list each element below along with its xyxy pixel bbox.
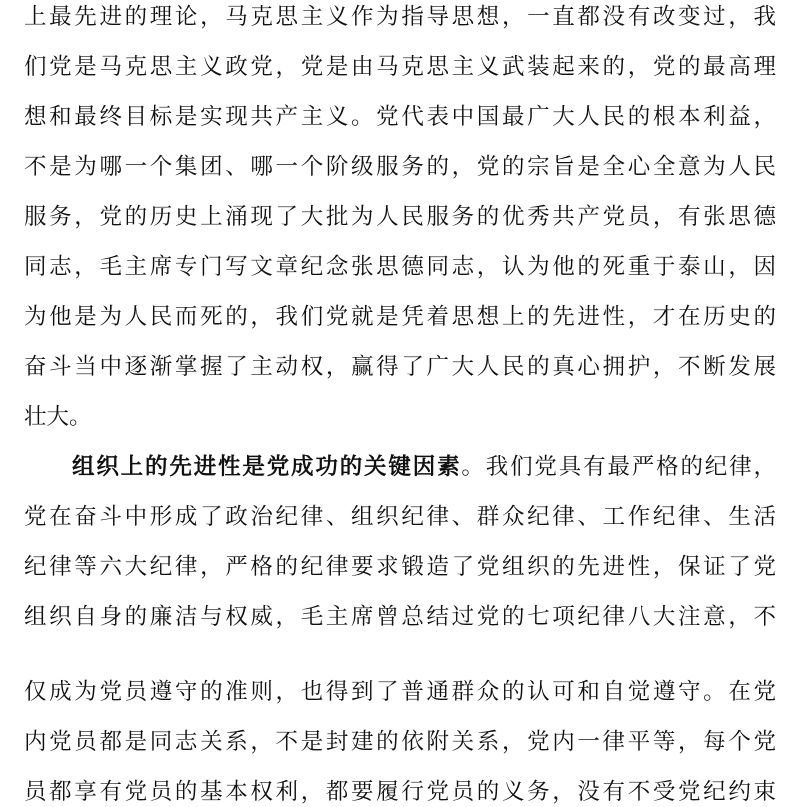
heading-line-rest: 。我们党具有最严格的纪律， [461,454,776,480]
text-line: 员都享有党员的基本权利，都要履行党员的义务，没有不受党纪约束 [24,779,776,805]
text-line: 奋斗当中逐渐掌握了主动权，赢得了广大人民的真心拥护，不断发展 [24,354,776,380]
paragraph-heading-line [72,452,776,482]
text-line: 不是为哪一个集团、哪一个阶级服务的，党的宗旨是全心全意为人民 [24,154,776,180]
text-line: 组织自身的廉洁与权威，毛主席曾总结过党的七项纪律八大注意，不 [24,604,776,630]
text-line: 服务，党的历史上涌现了大批为人民服务的优秀共产党员，有张思德 [24,204,776,230]
text-line: 仅成为党员遵守的准则，也得到了普通群众的认可和自觉遵守。在党 [24,679,776,705]
text-line: 想和最终目标是实现共产主义。党代表中国最广大人民的根本利益， [24,104,776,130]
text-line: 上最先进的理论，马克思主义作为指导思想，一直都没有改变过，我 [24,4,776,30]
text-line: 党在奋斗中形成了政治纪律、组织纪律、群众纪律、工作纪律、生活 [24,504,776,530]
text-line: 同志，毛主席专门写文章纪念张思德同志，认为他的死重于泰山，因 [24,254,776,280]
text-line: 壮大。 [24,404,92,430]
text-line: 们党是马克思主义政党，党是由马克思主义武装起来的，党的最高理 [24,54,776,80]
bold-heading: 组织上的先进性是党成功的关键因素 [72,454,462,480]
text-line: 纪律等六大纪律，严格的纪律要求锻造了党组织的先进性，保证了党 [24,554,776,580]
text-line: 内党员都是同志关系，不是封建的依附关系，党内一律平等，每个党 [24,729,776,755]
text-line: 为他是为人民而死的，我们党就是凭着思想上的先进性，才在历史的 [24,304,776,330]
